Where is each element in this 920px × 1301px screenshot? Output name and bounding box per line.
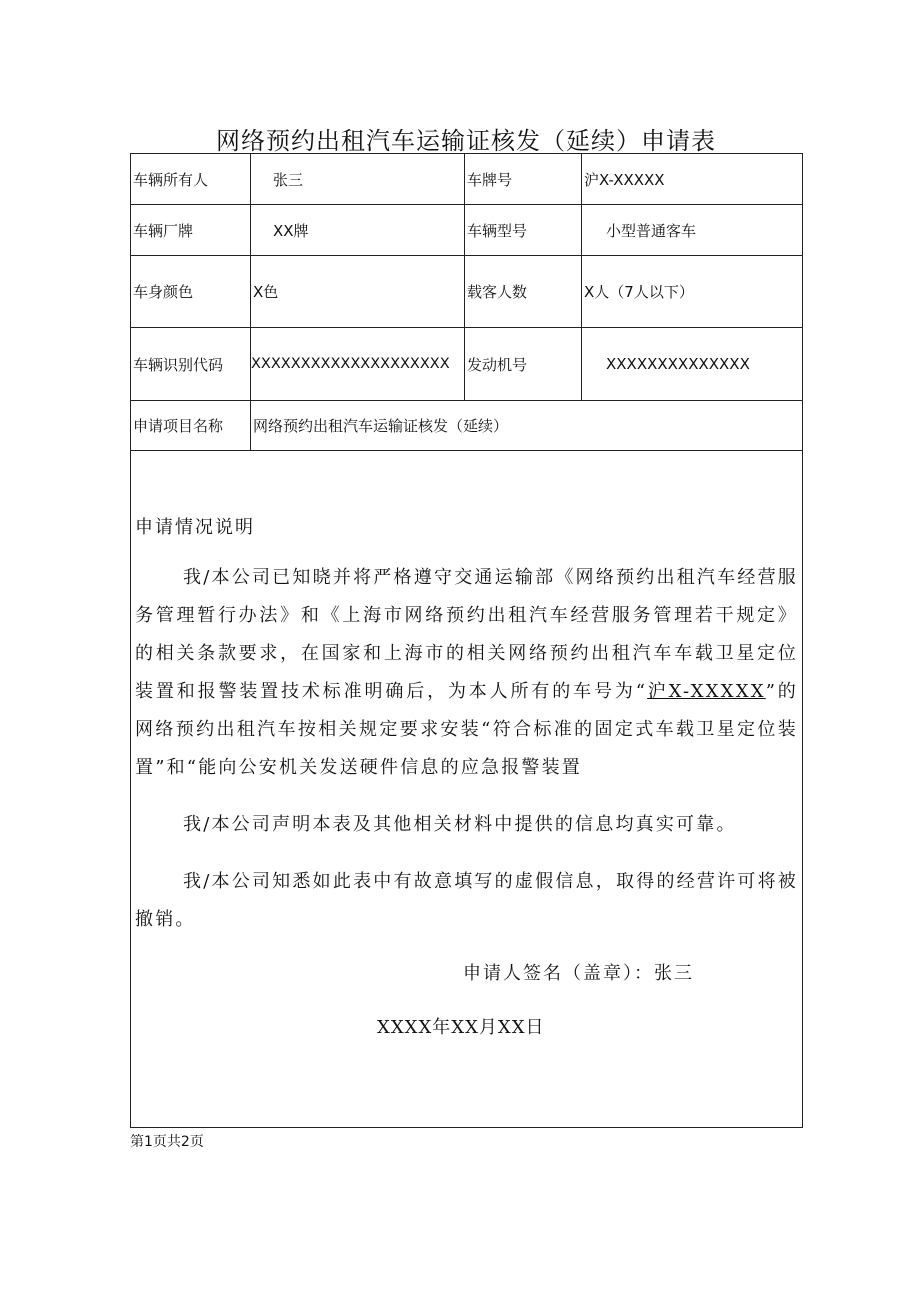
statement-p1-before: 我/本公司已知晓并将严格遵守交通运输部《网络预约出租汽车经营服务管理暂行办法》和《上海市网络预约出租汽车经营服务管理若干规定》的相关条款要求，在国家和上海市的相关网络预约出租汽车车载卫星定位装置和报警装置技术标准明确后，为本人所有的车号为“ [135, 567, 798, 702]
statement-plate-number: 沪X-XXXXX [647, 681, 766, 702]
project-label: 申请项目名称 [131, 401, 251, 451]
brand-value-text: XX牌 [273, 221, 309, 240]
form-title: 网络预约出租汽车运输证核发（延续）申请表 [216, 127, 716, 155]
owner-value [251, 154, 465, 205]
statement-p1-after: ”的网络预约出租汽车按相关规定要求安装“符合标准的固定式车载卫星定位装置”和“能向公安机关发送硬件信息的应急报警装置 [135, 681, 798, 778]
statement-paragraph-1 [135, 559, 798, 787]
application-date: XXXX年XX月XX日 [377, 1017, 545, 1038]
statement-paragraph-2: 我/本公司声明本表及其他相关材料中提供的信息均真实可靠。 [183, 814, 737, 835]
plate-label: 车牌号 [465, 154, 582, 205]
color-label: 车身颜色 [131, 256, 251, 328]
model-value-text: 小型普通客车 [606, 221, 697, 240]
passengers-value: X人（7人以下） [582, 256, 803, 328]
owner-value-text: 张三 [273, 170, 304, 189]
table-row [131, 154, 803, 205]
statement-paragraph-3: 我/本公司知悉如此表中有故意填写的虚假信息，取得的经营许可将被撤销。 [135, 871, 798, 930]
table-row [131, 401, 803, 451]
applicant-signature: 申请人签名（盖章）：张三 [463, 963, 694, 984]
owner-label: 车辆所有人 [131, 154, 251, 205]
engine-value [582, 328, 803, 401]
brand-label: 车辆厂牌 [131, 205, 251, 256]
application-form-table [130, 153, 803, 1128]
passengers-label: 载客人数 [465, 256, 582, 328]
vin-value: XXXXXXXXXXXXXXXXXXXX [251, 328, 465, 401]
model-value [582, 205, 803, 256]
statement-cell [131, 451, 803, 1128]
engine-label: 发动机号 [465, 328, 582, 401]
table-row [131, 328, 803, 401]
table-row [131, 205, 803, 256]
color-value: X色 [251, 256, 465, 328]
model-label: 车辆型号 [465, 205, 582, 256]
engine-value-text: XXXXXXXXXXXXXX [606, 355, 750, 373]
table-row [131, 451, 803, 1128]
statement-heading: 申请情况说明 [135, 517, 255, 538]
project-value: 网络预约出租汽车运输证核发（延续） [251, 401, 803, 451]
page-footer: 第1页共2页 [130, 1134, 204, 1150]
table-row [131, 256, 803, 328]
brand-value [251, 205, 465, 256]
vin-label: 车辆识别代码 [131, 328, 251, 401]
plate-value: 沪X-XXXXX [582, 154, 803, 205]
